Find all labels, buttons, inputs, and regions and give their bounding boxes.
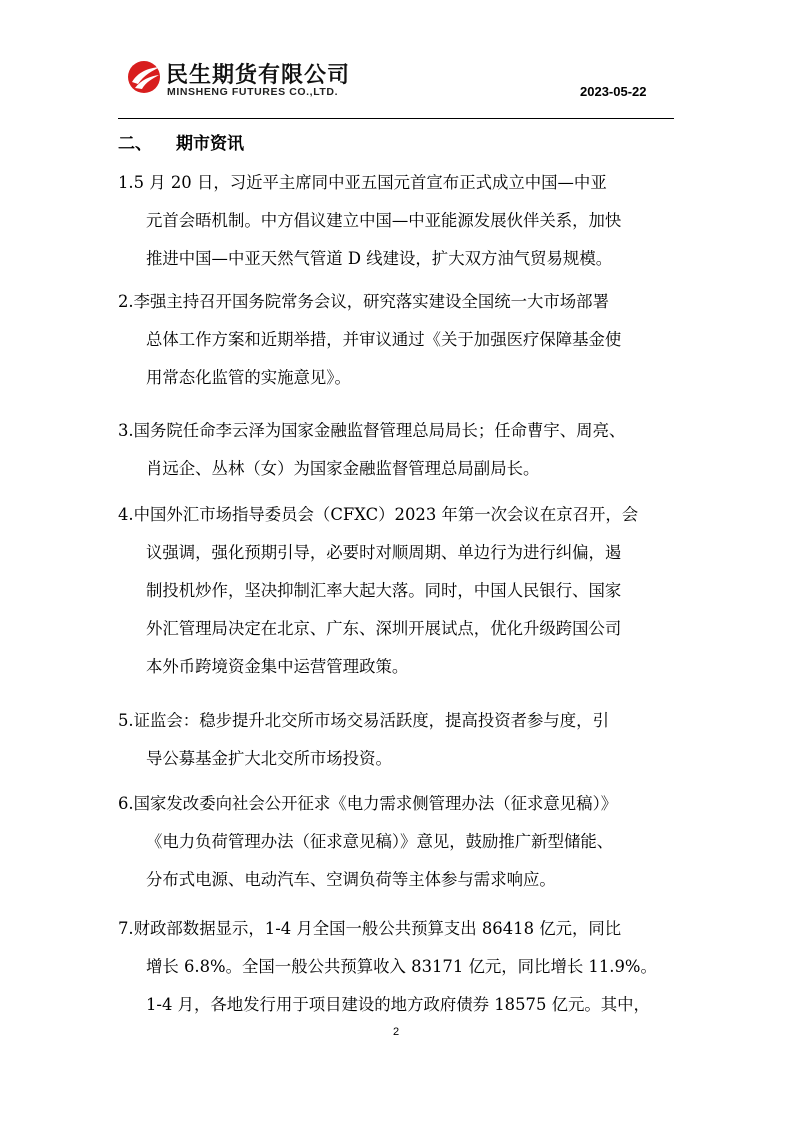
news-line: 《电力负荷管理办法（征求意见稿）》意见，鼓励推广新型储能、 bbox=[146, 832, 614, 851]
news-line: 外汇管理局决定在北京、广东、深圳开展试点，优化升级跨国公司 bbox=[146, 619, 622, 638]
section-title: 期市资讯 bbox=[176, 134, 244, 154]
news-line: 制投机炒作，坚决抑制汇率大起大落。同时，中国人民银行、国家 bbox=[146, 581, 622, 600]
company-name-cn: 民生期货有限公司 bbox=[166, 63, 351, 88]
news-item-7 bbox=[118, 910, 678, 1024]
news-line: 1.5 月 20 日，习近平主席同中亚五国元首宣布正式成立中国—中亚 bbox=[118, 173, 607, 192]
news-item-4 bbox=[118, 496, 678, 686]
news-item-5 bbox=[118, 702, 678, 778]
news-line: 肖远企、丛林（女）为国家金融监督管理总局副局长。 bbox=[146, 459, 540, 478]
news-line: 5.证监会：稳步提升北交所市场交易活跃度，提高投资者参与度，引 bbox=[118, 711, 609, 730]
minsheng-logo-icon bbox=[126, 58, 162, 94]
company-name-en: MINSHENG FUTURES CO.,LTD. bbox=[167, 86, 339, 98]
news-item-1 bbox=[118, 164, 678, 278]
section-number: 二、 bbox=[118, 134, 152, 154]
news-line: 6.国家发改委向社会公开征求《电力需求侧管理办法（征求意见稿）》 bbox=[118, 794, 618, 813]
news-line: 议强调，强化预期引导，必要时对顺周期、单边行为进行纠偏，遏 bbox=[146, 543, 622, 562]
news-line: 元首会晤机制。中方倡议建立中国—中亚能源发展伙伴关系，加快 bbox=[146, 211, 622, 230]
news-line: 7.财政部数据显示，1-4 月全国一般公共预算支出 86418 亿元，同比 bbox=[118, 919, 622, 938]
news-line: 3.国务院任命李云泽为国家金融监督管理总局局长；任命曹宇、周亮、 bbox=[118, 421, 626, 440]
section-heading bbox=[118, 129, 244, 154]
header-divider bbox=[118, 118, 674, 119]
report-date: 2023-05-22 bbox=[580, 84, 647, 99]
company-logo bbox=[126, 58, 366, 102]
page-number: 2 bbox=[393, 1026, 400, 1038]
news-line: 导公募基金扩大北交所市场投资。 bbox=[146, 749, 392, 768]
news-line: 分布式电源、电动汽车、空调负荷等主体参与需求响应。 bbox=[146, 870, 556, 889]
news-line: 2.李强主持召开国务院常务会议，研究落实建设全国统一大市场部署 bbox=[118, 292, 609, 311]
news-line: 总体工作方案和近期举措，并审议通过《关于加强医疗保障基金使 bbox=[146, 330, 622, 349]
news-line: 本外币跨境资金集中运营管理政策。 bbox=[146, 657, 409, 676]
news-item-6 bbox=[118, 785, 678, 899]
news-item-2 bbox=[118, 283, 678, 397]
news-line: 增长 6.8%。全国一般公共预算收入 83171 亿元，同比增长 11.9%。 bbox=[146, 957, 657, 976]
news-item-3 bbox=[118, 412, 678, 488]
news-line: 4.中国外汇市场指导委员会（CFXC）2023 年第一次会议在京召开，会 bbox=[118, 505, 639, 524]
news-line: 用常态化监管的实施意见》。 bbox=[146, 368, 351, 387]
news-line: 1-4 月，各地发行用于项目建设的地方政府债券 18575 亿元。其中， bbox=[146, 995, 650, 1014]
news-line: 推进中国—中亚天然气管道 D 线建设，扩大双方油气贸易规模。 bbox=[146, 249, 613, 268]
